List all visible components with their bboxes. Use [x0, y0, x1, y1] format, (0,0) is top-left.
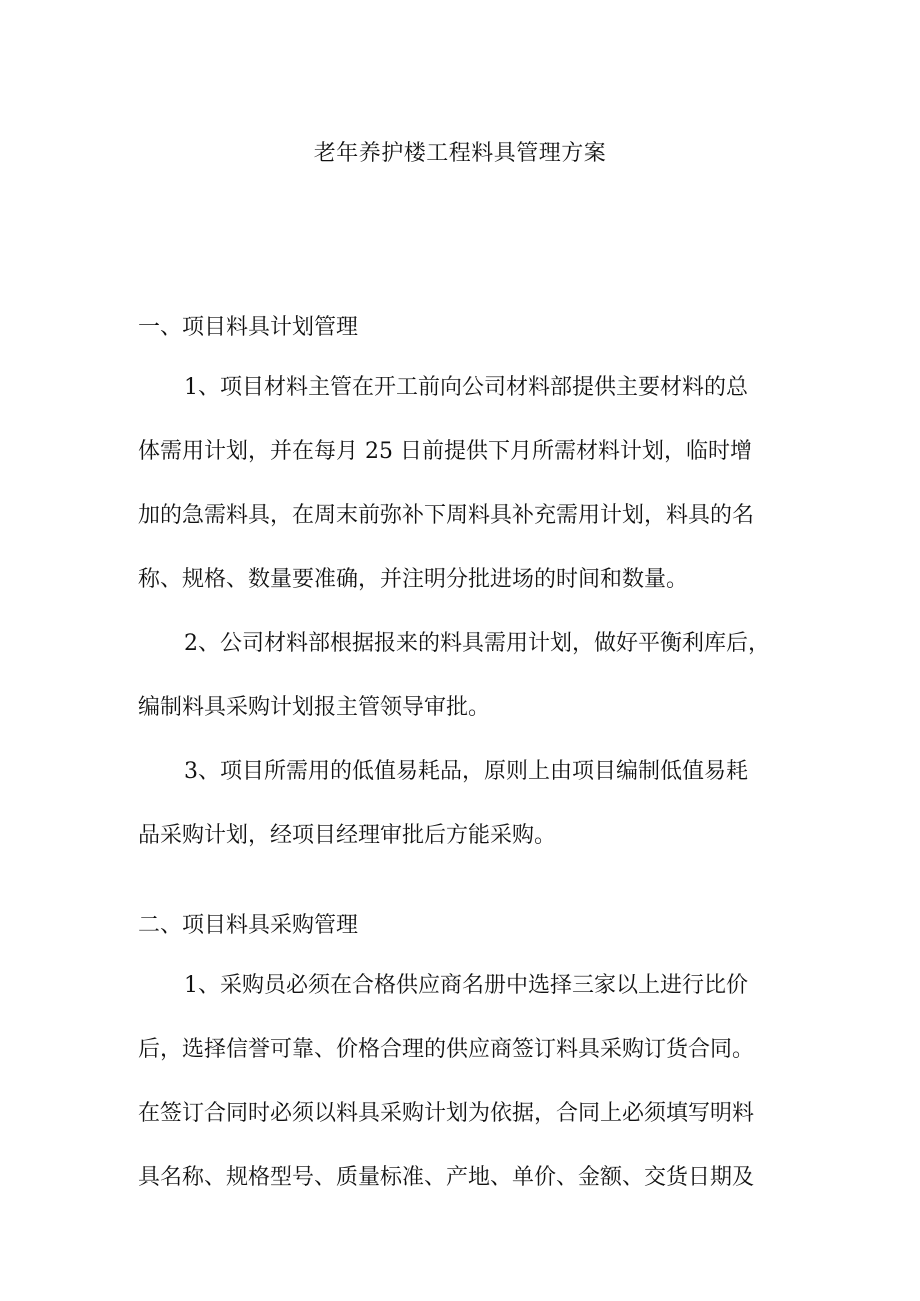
paragraph-line: 品采购计划，经项目经理审批后方能采购。 — [138, 823, 557, 848]
paragraph-line: 称、规格、数量要准确，并注明分批进场的时间和数量。 — [138, 567, 689, 592]
paragraph-line: 加的急需料具，在周末前弥补下周料具补充需用计划，料具的名 — [138, 503, 755, 528]
paragraph-line: 1、采购员必须在合格供应商名册中选择三家以上进行比价 — [184, 973, 748, 998]
paragraph-line: 3、项目所需用的低值易耗品，原则上由项目编制低值易耗 — [184, 759, 748, 784]
paragraph-line: 1、项目材料主管在开工前向公司材料部提供主要材料的总 — [184, 375, 748, 400]
paragraph-line: 后，选择信誉可靠、价格合理的供应商签订料具采购订货合同。 — [138, 1037, 755, 1062]
section-heading-1: 一、项目料具计划管理 — [138, 315, 359, 340]
paragraph-line: 具名称、规格型号、质量标准、产地、单价、金额、交货日期及 — [138, 1165, 755, 1190]
paragraph-line: 体需用计划，并在每月 25 日前提供下月所需材料计划，临时增 — [138, 439, 752, 464]
section-heading-2: 二、项目料具采购管理 — [138, 913, 359, 938]
document-title: 老年养护楼工程料具管理方案 — [313, 141, 607, 166]
paragraph-line: 在签订合同时必须以料具采购计划为依据，合同上必须填写明料 — [138, 1101, 755, 1126]
paragraph-line: 编制料具采购计划报主管领导审批。 — [138, 695, 491, 720]
paragraph-line: 2、公司材料部根据报来的料具需用计划，做好平衡利库后， — [184, 631, 770, 656]
